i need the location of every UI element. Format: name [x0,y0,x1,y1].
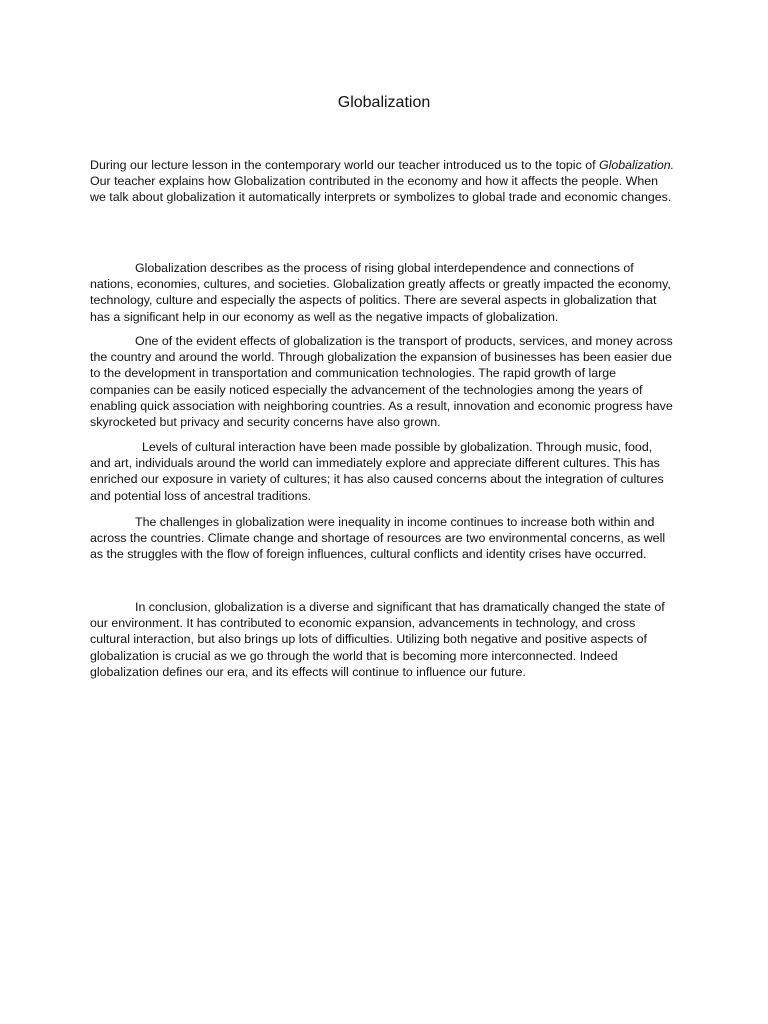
intro-emphasis: Globalization. [598,158,675,172]
effects-paragraph: One of the evident effects of globalization is the transport of products, services, and money across the country and around the world. Through globalization the expansion of businesses has been easier due to the development in transportation and communication technologies. The rapid growth of large companies can be easily noticed especially the advancement of the technologies among the years of enabling quick association with neighboring countries. As a result, innovation and economic progress have skyrocketed but privacy and security concerns have also grown. [90,334,673,430]
intro-text-before: During our lecture lesson in the contemporary world our teacher introduced us to the topic of [90,158,599,172]
intro-paragraph [90,157,676,206]
intro-text-after: Our teacher explains how Globalization contributed in the economy and how it affects the people. When we talk about globalization it automatically interprets or symbolizes to global trade and economic changes. [90,174,672,205]
conclusion-paragraph: In conclusion, globalization is a diverse and significant that has dramatically changed the state of our environment. It has contributed to economic expansion, advancements in technology, and cross cultural interaction, but also brings up lots of difficulties. Utilizing both negative and positive aspects of globalization is crucial as we go through the world that is becoming more interconnected. Indeed globalization defines our era, and its effects will continue to influence our future. [90,600,665,679]
definition-paragraph: Globalization describes as the process of rising global interdependence and connections of nations, economies, cultures, and societies. Globalization greatly affects or greatly impacted the economy, technology, culture and especially the aspects of politics. There are several aspects in globalization that has a significant help in our economy as well as the negative impacts of globalization. [90,261,671,324]
culture-paragraph: Levels of cultural interaction have been made possible by globalization. Through music, food, and art, individuals around the world can immediately explore and appreciate different cultures. This has enriched our exposure in variety of cultures; it has also caused concerns about the integration of cultures and potential loss of ancestral traditions. [90,440,664,503]
document-title: Globalization [337,94,431,111]
challenges-paragraph: The challenges in globalization were inequality in income continues to increase both within and across the countries. Climate change and shortage of resources are two environmental concerns, as well as the struggles with the flow of foreign influences, cultural conflicts and identity crises have occurred. [90,515,666,562]
